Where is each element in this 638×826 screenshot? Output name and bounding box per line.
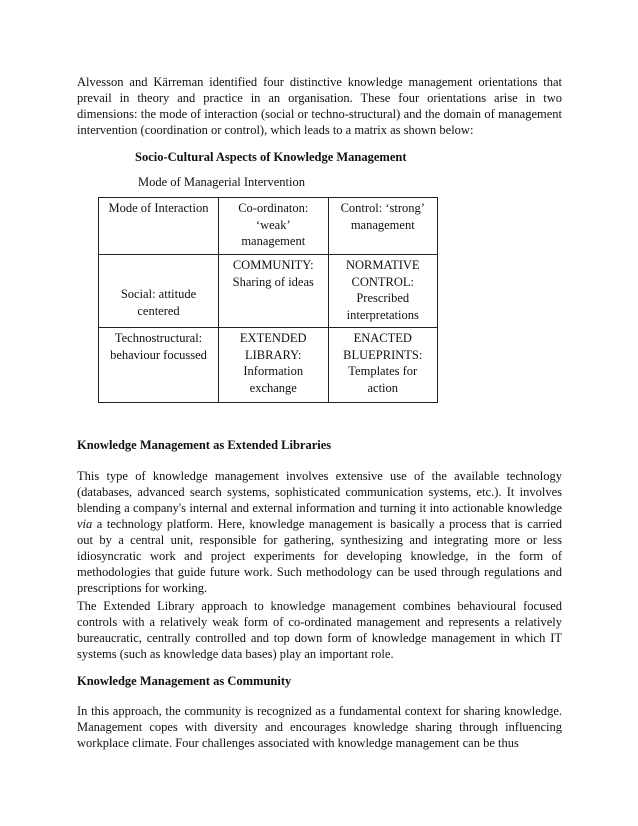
cell-community: COMMUNITY: Sharing of ideas [219, 255, 328, 328]
intro-paragraph: Alvesson and Kärreman identified four distinctive knowledge management orientations that prevail in theory and practice in an organisation. These four orientations arise in two dimensions: the mode of interaction (social or techno-structural) and the domain of management intervention (coordination or control), which leads to a matrix as shown below: [77, 75, 562, 137]
header-cell-control: Control: ‘strong’ management [328, 198, 438, 255]
section-heading-community: Knowledge Management as Community [77, 674, 292, 688]
cell-normative-control: NORMATIVE CONTROL: Prescribed interpretations [328, 255, 438, 328]
header-cell-mode-of-interaction: Mode of Interaction [99, 198, 219, 255]
paragraph-text-part: This type of knowledge management involves extensive use of the available technology (databases, advanced search systems, sophisticated communication systems, etc.). It involves blending a company's internal and external information and turning it into actionable knowledge [77, 469, 562, 515]
cell-enacted-blueprints: ENACTED BLUEPRINTS: Templates for action [328, 328, 438, 403]
matrix-caption: Mode of Managerial Intervention [138, 175, 305, 189]
paragraph-text-italic: via [77, 517, 93, 531]
km-matrix-table [98, 197, 438, 403]
extended-libraries-paragraph-2: The Extended Library approach to knowledge management combines behavioural focused controls with a relatively weak form of co-ordinated management and represents a relatively bureaucratic, centrally controlled and top down form of knowledge management in which IT systems (such as knowledge data bases) play an important role. [77, 599, 562, 661]
row-label-social: Social: attitude centered [99, 255, 219, 328]
paragraph-text-part: a technology platform. Here, knowledge management is basically a process that is carried out by a central unit, responsible for gathering, synthesizing and integrating more or less idiosyncratic work and project experiments for developing knowledge, in the form of methodologies that guide future work. Such methodology can be used through regulations and prescriptions for working. [77, 517, 562, 595]
header-cell-coordination: Co-ordinaton: ‘weak’ management [219, 198, 328, 255]
table-row-social [99, 255, 438, 328]
section-heading-extended-libraries: Knowledge Management as Extended Libraries [77, 438, 332, 452]
matrix-title: Socio-Cultural Aspects of Knowledge Management [135, 150, 407, 164]
row-label-technostructural: Technostructural: behaviour focussed [99, 328, 219, 403]
extended-libraries-paragraph-1 [77, 468, 562, 596]
community-paragraph-1: In this approach, the community is recognized as a fundamental context for sharing knowledge. Management copes with diversity and encourages knowledge sharing through influencing workplace climate. Four challenges associated with knowledge management can be thus [77, 704, 562, 750]
table-header-row [99, 198, 438, 255]
table-row-technostructural [99, 328, 438, 403]
cell-extended-library: EXTENDED LIBRARY: Information exchange [219, 328, 328, 403]
